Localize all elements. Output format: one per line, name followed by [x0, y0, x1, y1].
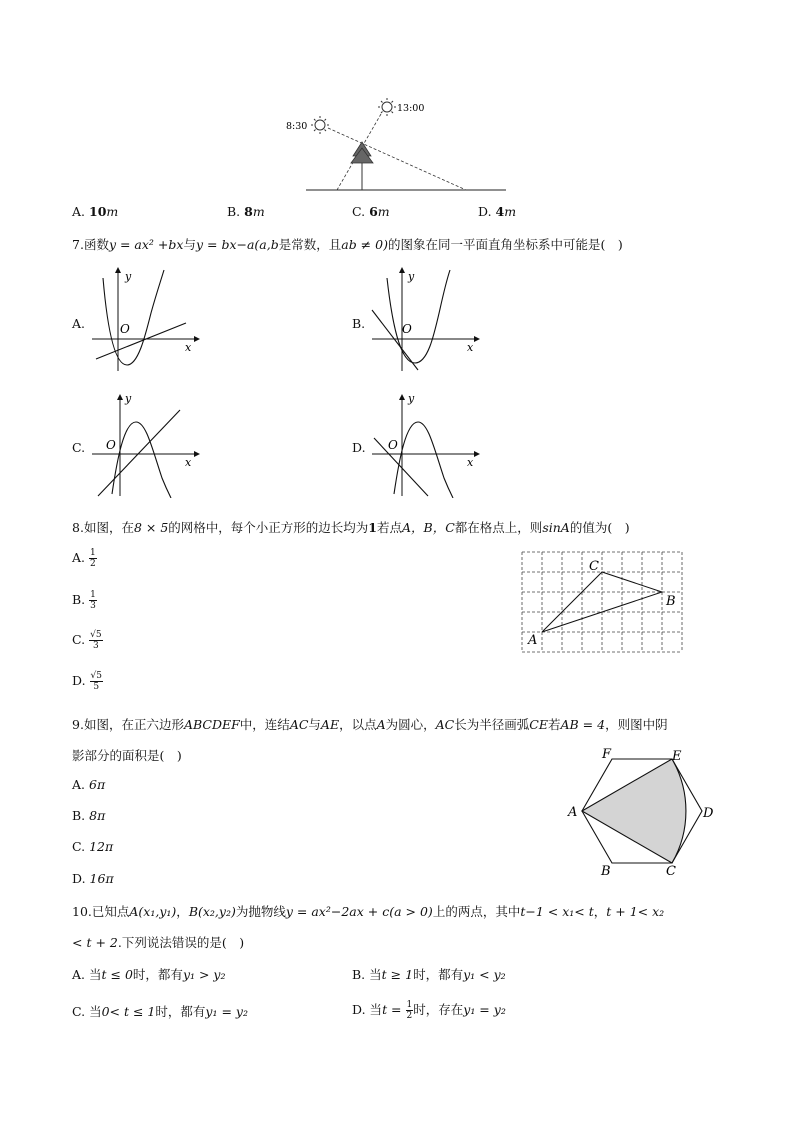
q7-option-a[interactable]: A. — [72, 316, 86, 331]
origin-label: O — [388, 438, 398, 452]
q8-option-b[interactable]: B. $\frac{1}{3}$ — [72, 590, 96, 611]
y-axis-label: y — [125, 270, 132, 283]
q9-option-a[interactable]: A. 6π — [72, 777, 106, 792]
q7-option-d[interactable]: D. — [352, 440, 366, 455]
label-830: 8:30 — [286, 121, 308, 132]
q10-option-d[interactable]: D. 当t = $\frac{1}{2}$ 时，存在y₁ = y₂ — [352, 1000, 506, 1021]
q10-option-c[interactable]: C. 当0< t ≤ 1时，都有y₁ = y₂ — [72, 1004, 248, 1019]
q7-graph-a — [90, 265, 202, 375]
q7-option-c[interactable]: C. — [72, 440, 86, 455]
fraction: $\frac{√5}{5}$ — [90, 671, 103, 692]
x-axis-label: x — [467, 456, 474, 469]
origin-label: O — [106, 438, 116, 452]
q8-option-c[interactable]: C. $\frac{√5}{3}$ — [72, 630, 102, 651]
x-axis-label: x — [467, 341, 474, 354]
q9-option-c[interactable]: C. 12π — [72, 839, 114, 854]
q8-option-d[interactable]: D. $\frac{√5}{5}$ — [72, 671, 103, 692]
x-axis-label: x — [185, 341, 192, 354]
origin-label: O — [120, 322, 130, 336]
q7-graph-b — [370, 265, 482, 375]
fraction: $\frac{1}{3}$ — [90, 590, 96, 611]
q9-option-b[interactable]: B. 8π — [72, 808, 106, 823]
fraction: $\frac{√5}{3}$ — [90, 630, 102, 651]
x-axis-label: x — [185, 456, 192, 469]
fraction: $\frac{1}{2}$ — [406, 1000, 413, 1021]
q10-stem-line1: 10.已知点A(x₁,y₁)，B(x₂,y₂)为抛物线y = ax²−2ax + c(a > 0)上的两点，其中t−1 < x₁< t，t + 1< x₂ — [72, 904, 665, 919]
y-axis-label: y — [408, 270, 415, 283]
y-axis-label: y — [125, 392, 132, 405]
q7-option-b[interactable]: B. — [352, 316, 366, 331]
y-axis-label: y — [408, 392, 415, 405]
q10-option-b[interactable]: B. 当t ≥ 1时，都有y₁ < y₂ — [352, 967, 506, 982]
q9-hexagon-figure — [562, 744, 722, 880]
vertex-c-label: C — [666, 864, 676, 879]
sun-icon — [311, 116, 329, 134]
q9-stem-line1: 9.如图，在正六边形ABCDEF中，连结AC与AE，以点A为圆心，AC长为半径画弧CE若AB = 4，则图中阴 — [72, 717, 668, 732]
q8-stem: 8.如图，在8 × 5的网格中，每个小正方形的边长均为1若点A，B，C都在格点上，则sinA的值为( ) — [72, 520, 630, 535]
q9-stem-line2: 影部分的面积是( ) — [72, 748, 182, 763]
tree-icon — [351, 142, 373, 190]
q10-stem-line2: < t + 2.下列说法错误的是( ) — [72, 935, 245, 950]
q10-option-a[interactable]: A. 当t ≤ 0时，都有y₁ > y₂ — [72, 967, 226, 982]
q8-grid-figure — [516, 546, 688, 658]
q9-option-d[interactable]: D. 16π — [72, 871, 114, 886]
vertex-a-label: A — [568, 805, 578, 820]
vertex-b-label: B — [601, 864, 611, 879]
shaded-sector — [582, 759, 686, 863]
q7-graph-d — [370, 388, 482, 498]
q7-stem: 7.函数y = ax² +bx与y = bx−a(a,b是常数，且ab ≠ 0)的图象在同一平面直角坐标系中可能是( ) — [72, 237, 623, 252]
origin-label: O — [402, 322, 412, 336]
vertex-e-label: E — [672, 749, 682, 764]
label-1300: 13:00 — [397, 103, 425, 114]
q6-sun-tree-figure — [280, 92, 520, 197]
fraction: $\frac{1}{2}$ — [90, 548, 96, 569]
sun-icon — [378, 98, 396, 116]
point-a-label: A — [528, 633, 538, 648]
q6-option-c[interactable]: C. 6m — [352, 204, 390, 219]
q6-option-a[interactable]: A. 10m — [72, 204, 119, 219]
point-c-label: C — [589, 559, 599, 574]
q6-option-d[interactable]: D. 4m — [478, 204, 517, 219]
vertex-f-label: F — [602, 747, 612, 762]
q6-option-b[interactable]: B. 8m — [227, 204, 265, 219]
vertex-d-label: D — [703, 806, 714, 821]
q7-graph-c — [90, 388, 202, 498]
q8-option-a[interactable]: A. $\frac{1}{2}$ — [72, 548, 96, 569]
point-b-label: B — [666, 594, 676, 609]
